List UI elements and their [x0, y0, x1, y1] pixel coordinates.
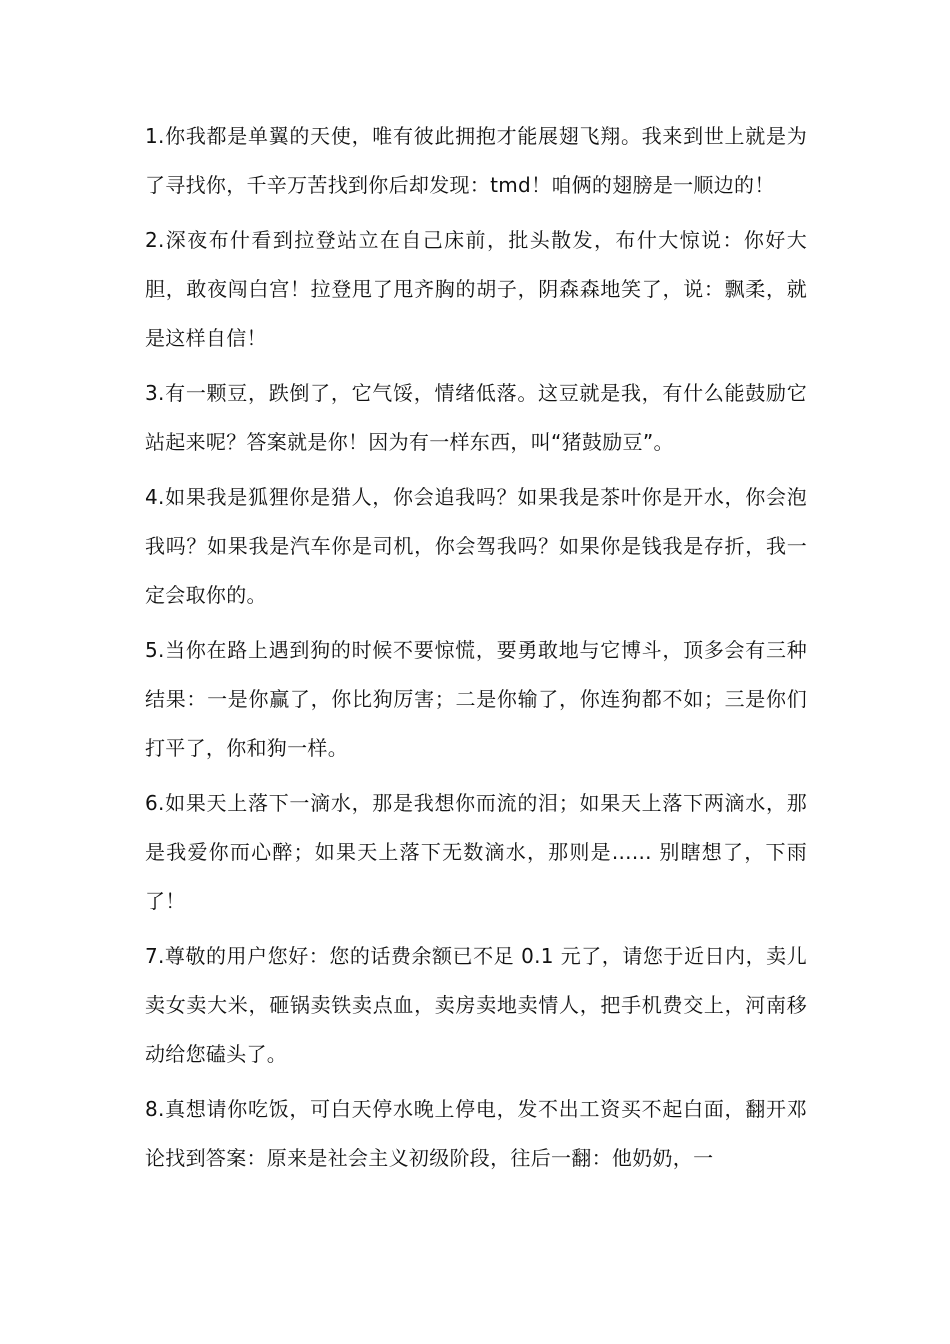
- joke-paragraph-4: 4.如果我是狐狸你是猎人，你会追我吗？如果我是茶叶你是开水，你会泡我吗？如果我是汽车你是司机，你会驾我吗？如果你是钱我是存折，我一定会取你的。: [145, 485, 807, 607]
- joke-paragraph-8: 8.真想请你吃饭，可白天停水晚上停电，发不出工资买不起白面，翻开邓论找到答案：原来是社会主义初级阶段，往后一翻：他奶奶，一: [145, 1097, 807, 1170]
- joke-paragraph-2: 2.深夜布什看到拉登站立在自己床前，批头散发，布什大惊说：你好大胆，敢夜闯白宫！拉登甩了甩齐胸的胡子，阴森森地笑了，说：飘柔，就是这样自信！: [145, 228, 807, 350]
- joke-paragraph-1: 1.你我都是单翼的天使，唯有彼此拥抱才能展翅飞翔。我来到世上就是为了寻找你，千辛万苦找到你后却发现：tmd！咱俩的翅膀是一顺边的！: [145, 124, 807, 197]
- joke-paragraph-6: 6.如果天上落下一滴水，那是我想你而流的泪；如果天上落下两滴水，那是我爱你而心醉；如果天上落下无数滴水，那则是...... 别瞎想了，下雨了！: [145, 791, 807, 913]
- joke-paragraph-3: 3.有一颗豆，跌倒了，它气馁，情绪低落。这豆就是我，有什么能鼓励它站起来呢？答案就是你！因为有一样东西，叫“猪鼓励豆”。: [145, 381, 807, 454]
- joke-paragraph-5: 5.当你在路上遇到狗的时候不要惊慌，要勇敢地与它博斗，顶多会有三种结果：一是你赢了，你比狗厉害；二是你输了，你连狗都不如；三是你们打平了，你和狗一样。: [145, 638, 807, 760]
- document-body: [145, 112, 807, 1189]
- joke-paragraph-7: 7.尊敬的用户您好：您的话费余额已不足 0.1 元了，请您于近日内，卖儿卖女卖大米，砸锅卖铁卖点血，卖房卖地卖情人，把手机费交上，河南移动给您磕头了。: [145, 944, 807, 1066]
